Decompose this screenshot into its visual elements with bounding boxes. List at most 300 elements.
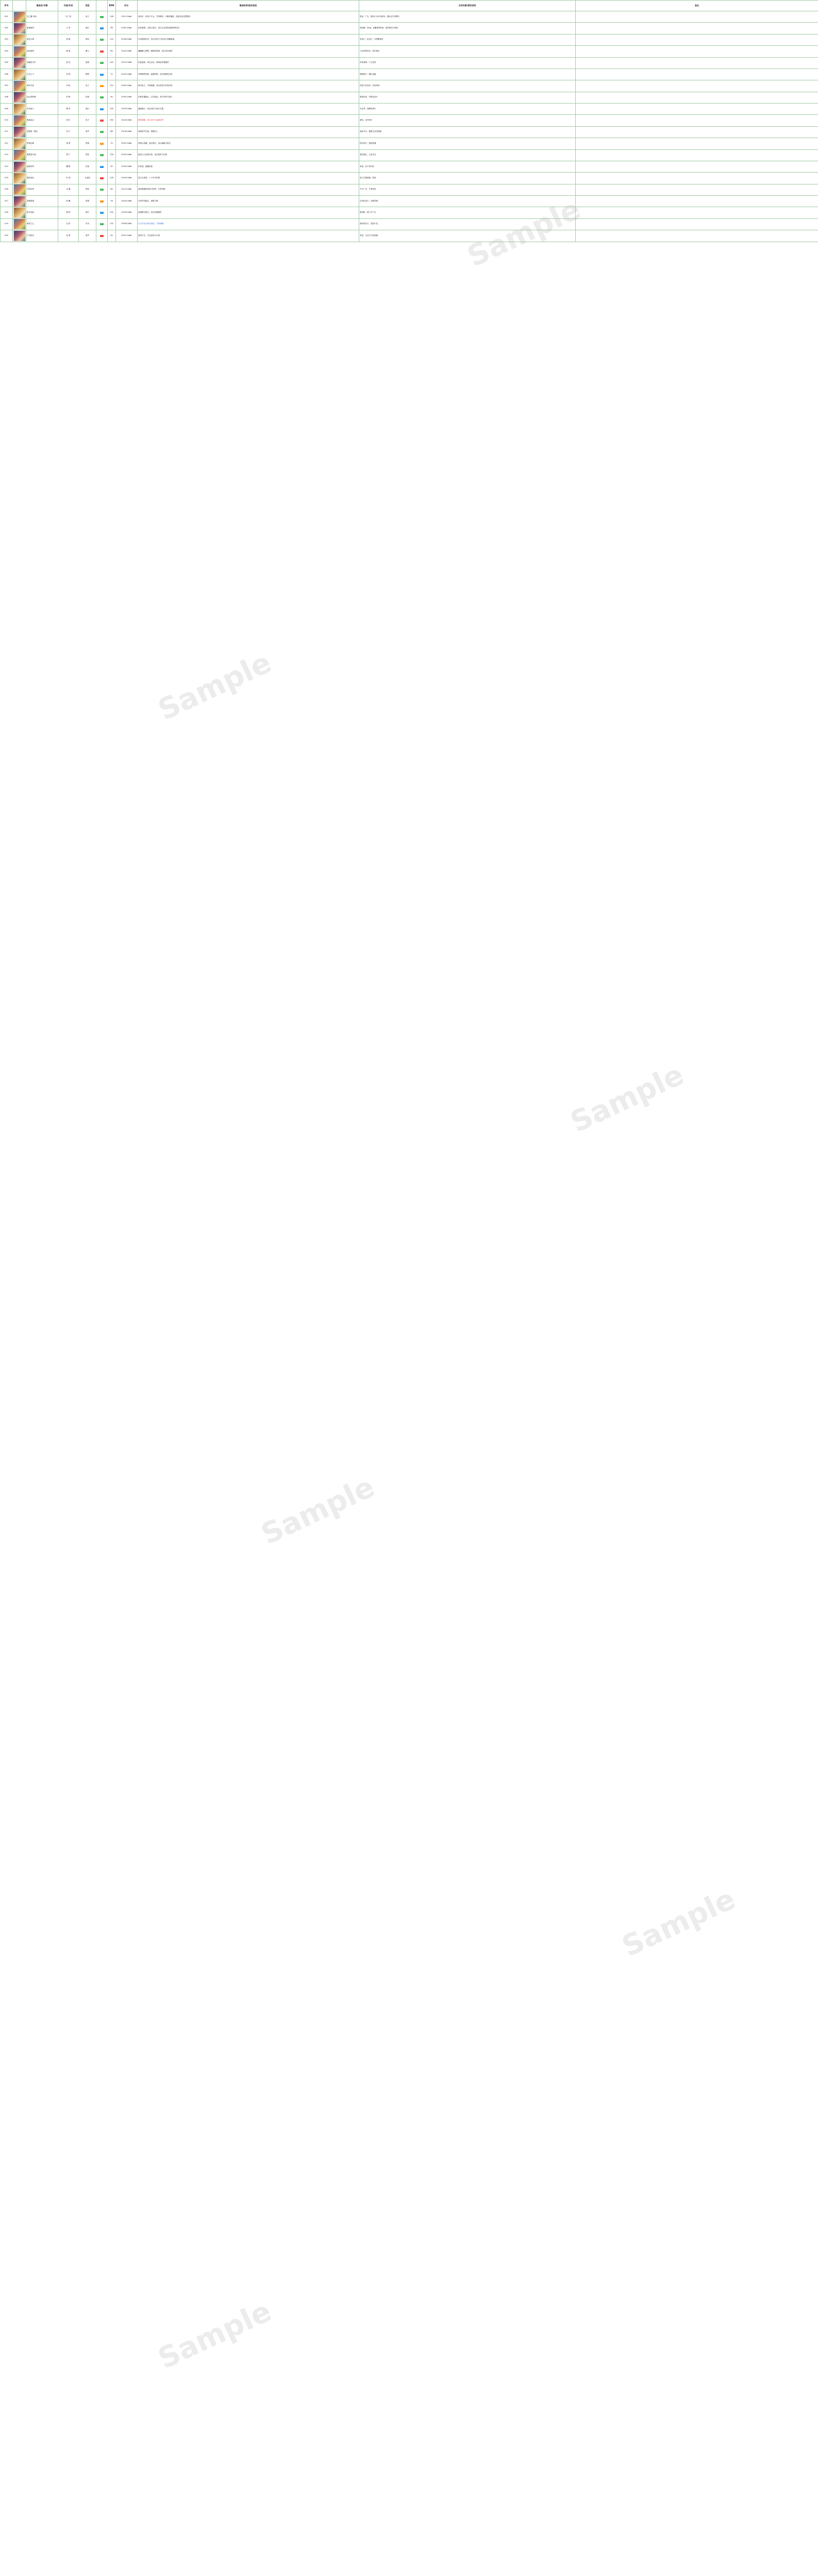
cell-length: 03:12·24bit [116,57,138,69]
cell-usage: 游戏预告片、电影片花 [359,218,576,230]
cell-cover [13,57,26,69]
cell-attr [96,149,108,161]
cell-genre: 合成波 [79,173,96,184]
cell-length: 03:50·24bit [116,92,138,103]
attr-badge: A [101,15,103,18]
cover-thumbnail[interactable] [14,81,25,91]
cell-genre: 流行 [79,207,96,218]
cover-thumbnail[interactable] [14,35,25,45]
cell-length: 02:50·24bit [116,149,138,161]
cell-title: 时光旅人 [26,104,58,115]
cover-thumbnail[interactable] [14,92,25,103]
table-row[interactable] [1,23,818,34]
cell-bpm: 76 [108,196,116,207]
cell-genre: 电子 [79,11,96,23]
cell-desc: 悠闲午后，尤克里里与口哨 [138,230,359,242]
attr-badge: B [101,211,103,214]
attr-badge: A [101,96,103,98]
cell-no: 016 [1,184,13,195]
cell-length: 03:05·24bit [116,80,138,92]
cell-genre: 爵士 [79,46,96,57]
cell-artist: 叶·阎 [58,173,79,184]
cell-usage: 短视频、Vlog、直播背景使用，商用需另行授权 [359,23,576,34]
cell-cover [13,161,26,172]
cell-genre: 原声 [79,230,96,242]
cell-artist: 夏·钟 [58,207,79,218]
cell-no: 009 [1,104,13,115]
cell-bpm: 96 [108,23,116,34]
header-desc: 歌曲说明/版权信息 [138,1,359,11]
cell-title: 森林秘境 [26,196,58,207]
cell-title: 远山的呼唤 [26,92,58,103]
cover-thumbnail[interactable] [14,162,25,172]
cell-length: 02:44·24bit [116,115,138,126]
cell-bpm: 116 [108,149,116,161]
cell-attr [96,196,108,207]
cell-note [576,57,818,69]
table-row[interactable] [1,196,818,207]
watermark-text: Sample [153,2294,277,2376]
cell-note [576,184,818,195]
table-row[interactable] [1,230,818,242]
cell-attr [96,80,108,92]
cover-thumbnail[interactable] [14,150,25,160]
cover-thumbnail[interactable] [14,104,25,114]
cell-length: 03:22·24bit [116,230,138,242]
cell-title: 雨后街角 [26,46,58,57]
cell-genre: 摇滚 [79,57,96,69]
header-attr [96,1,108,11]
cell-desc: 热血摇滚，适合运动、赛事及青春题材 [138,57,359,69]
cover-thumbnail[interactable] [14,196,25,207]
cell-genre: 电子 [79,115,96,126]
cell-bpm: 92 [108,161,116,172]
cell-artist: 杜·戴 [58,196,79,207]
cell-note [576,11,818,23]
cell-note [576,104,818,115]
cell-artist: 余·潘 [58,184,79,195]
cell-desc: 浪漫都市流行，适合爱情题材 [138,207,359,218]
cell-desc: 慵懒爵士钢琴，咖啡馆氛围，适合室内场景 [138,46,359,57]
cell-cover [13,115,26,126]
cell-bpm: 118 [108,173,116,184]
cell-cover [13,92,26,103]
cell-length: 03:40·24bit [116,161,138,172]
cell-no: 007 [1,80,13,92]
cell-usage: 毕业季、品牌故事片 [359,104,576,115]
cell-length: 03:33·24bit [116,104,138,115]
table-row[interactable] [1,92,818,103]
cell-artist: 贾·丁 [58,149,79,161]
cell-genre: 管弦 [79,184,96,195]
cell-note [576,126,818,138]
cover-thumbnail[interactable] [14,231,25,241]
cover-thumbnail[interactable] [14,70,25,80]
attr-badge: A [101,188,103,191]
cell-cover [13,80,26,92]
cell-note [576,69,818,80]
cell-title: 冰雪世界 [26,184,58,195]
table-row[interactable] [1,126,818,138]
cell-title: 勇者之心 [26,218,58,230]
cell-attr [96,104,108,115]
cell-artist: 汪·田 [58,218,79,230]
cell-usage: 节日广告、冬季宣传 [359,184,576,195]
cell-usage: 颁奖典礼、企业年会 [359,149,576,161]
cell-no: 014 [1,161,13,172]
attr-badge: B [101,107,103,110]
attr-badge: A [101,154,103,156]
cell-note [576,80,818,92]
cell-genre: 民族 [79,92,96,103]
attr-badge: C [101,176,103,179]
cell-usage: 宣传片、纪录片，可剪辑使用 [359,34,576,45]
cell-desc: 轻快旋律，吉他与弦乐，适合生活类短视频背景音乐 [138,23,359,34]
cover-thumbnail[interactable] [14,139,25,149]
cell-bpm: 104 [108,207,116,218]
cell-desc: 晶莹剔透的管弦与钟琴，冬季氛围 [138,184,359,195]
table-row[interactable] [1,161,818,172]
cell-desc: 清新原声吉他，积极向上 [138,126,359,138]
table-row[interactable] [1,104,818,115]
cell-length: 04:02·24bit [116,23,138,34]
cell-attr [96,115,108,126]
cell-length: 03:45·24bit [116,46,138,57]
cell-no: 017 [1,196,13,207]
cell-cover [13,23,26,34]
cell-genre: 氛围 [79,138,96,149]
watermark-text: Sample [153,646,277,727]
cell-bpm: 100 [108,104,116,115]
cell-note [576,196,818,207]
table-row[interactable] [1,69,818,80]
cell-no: 010 [1,115,13,126]
cell-bpm: 70 [108,138,116,149]
attr-badge: A [101,223,103,225]
cell-bpm: 84 [108,46,116,57]
table-row[interactable] [1,57,818,69]
watermark-text: Sample [462,192,586,274]
cell-no: 003 [1,34,13,45]
cell-attr [96,138,108,149]
attr-badge: A [101,38,103,41]
cell-cover [13,126,26,138]
cell-title: 城市节拍 [26,80,58,92]
cell-cover [13,11,26,23]
cell-desc: 氛围合成器，迷幻梦幻，适合悬疑与科幻 [138,138,359,149]
cell-genre: 原声 [79,126,96,138]
cell-title: 清晨第一缕光 [26,126,58,138]
header-cover [13,1,26,11]
cell-usage: 晨间节目、健康生活类视频 [359,126,576,138]
cell-artist: 彭·吕 [58,115,79,126]
cell-attr [96,34,108,45]
cell-title: 奔跑吧少年 [26,57,58,69]
cell-cover [13,104,26,115]
cell-no: 020 [1,230,13,242]
table-body [1,11,818,242]
cell-title: 霓虹夜色 [26,173,58,184]
cell-attr [96,218,108,230]
cell-attr [96,161,108,172]
table-row[interactable] [1,218,818,230]
cover-thumbnail[interactable] [14,115,25,126]
cell-genre: 钢琴 [79,69,96,80]
cell-note [576,230,818,242]
watermark-text: Sample [565,1058,689,1140]
cell-title: 都市恋曲 [26,207,58,218]
header-length: 时长 [116,1,138,11]
cover-thumbnail[interactable] [14,127,25,137]
header-row [1,1,818,11]
cell-cover [13,218,26,230]
cell-no: 015 [1,173,13,184]
cell-genre: 流行 [79,104,96,115]
cell-title: 光之翼·序曲 [26,11,58,23]
cell-cover [13,69,26,80]
cover-thumbnail[interactable] [14,23,25,33]
cell-genre: 氛围 [79,196,96,207]
cell-note [576,161,818,172]
attr-badge: B [101,27,103,29]
cell-usage: 旅游宣传、风景纪录片 [359,92,576,103]
table-row[interactable] [1,80,818,92]
cell-attr [96,57,108,69]
cell-length: 04:44·24bit [116,196,138,207]
cell-artist: 张·陈 [58,34,79,45]
cell-artist: 苏·卢 [58,126,79,138]
cell-title: 梦境边缘 [26,138,58,149]
cell-genre: 电子 [79,80,96,92]
cover-thumbnail[interactable] [14,46,25,57]
cell-desc: 紧张刺激，适合动作与追逐场景 [138,115,359,126]
cell-attr [96,46,108,57]
cell-note [576,34,818,45]
cell-artist: 许·韩 [58,92,79,103]
cell-genre: 管弦 [79,149,96,161]
cell-bpm: 94 [108,230,116,242]
cell-note [576,207,818,218]
cell-usage: 体育赛事、广告宣传 [359,57,576,69]
attr-badge: D [101,84,103,87]
cell-no: 011 [1,126,13,138]
cell-usage: 情感短片、婚礼视频 [359,69,576,80]
cell-title: 温柔的风 [26,161,58,172]
cell-genre: 流行 [79,23,96,34]
attr-badge: C [101,234,103,236]
cell-cover [13,230,26,242]
cell-cover [13,46,26,57]
cell-title: 夏夜晚风 [26,23,58,34]
attr-badge: C [101,119,103,122]
table-row[interactable] [1,207,818,218]
cell-no: 001 [1,11,13,23]
cell-length: 03:36·24bit [116,207,138,218]
attr-badge: B [101,165,103,167]
cell-attr [96,92,108,103]
cell-artist: 王·李 [58,23,79,34]
cell-artist: 木下·田 [58,11,79,23]
attr-badge: A [101,61,103,64]
cover-thumbnail[interactable] [14,219,25,229]
table-row[interactable] [1,46,818,57]
cell-length: 03:26·24bit [116,173,138,184]
table-row[interactable] [1,149,818,161]
cell-bpm: 88 [108,126,116,138]
cell-no: 013 [1,149,13,161]
cell-note [576,115,818,126]
cell-title: 午后阳光 [26,230,58,242]
cell-desc: 都市电子，节奏感强，适合科技与时尚内容 [138,80,359,92]
cell-usage: 影视、广告、游戏片头均可使用，需标注作者署名 [359,11,576,23]
cell-bpm: 128 [108,11,116,23]
cell-bpm: 150 [108,115,116,126]
cell-usage: 家庭、亲子类内容 [359,161,576,172]
attr-badge: A [101,130,103,133]
cell-no: 012 [1,138,13,149]
cell-attr [96,11,108,23]
cell-cover [13,184,26,195]
cell-no: 004 [1,46,13,57]
cell-bpm: 140 [108,57,116,69]
cell-cover [13,138,26,149]
cell-cover [13,149,26,161]
table-row[interactable] [1,173,818,184]
cell-artist: 林·周 [58,46,79,57]
cell-length: 02:58·24bit [116,34,138,45]
cell-artist: 任·姜 [58,230,79,242]
cell-desc: 温暖流行，适合回忆与成长主题 [138,104,359,115]
cell-note [576,92,818,103]
attr-badge: B [101,73,103,75]
header-bpm: BPM [108,1,116,11]
table-row[interactable] [1,115,818,126]
cell-no: 019 [1,218,13,230]
cell-note [576,218,818,230]
attr-badge: D [101,199,103,202]
cell-genre: 史诗 [79,218,96,230]
cell-no: 005 [1,57,13,69]
cell-usage: 复古主题视频、游戏 [359,173,576,184]
header-no: 序号 [1,1,13,11]
cell-no: 018 [1,207,13,218]
cell-cover [13,196,26,207]
cell-artist: 曹·邓 [58,104,79,115]
cell-usage: 门店背景音乐、短片配乐 [359,46,576,57]
cell-desc: 振奋人心的进行曲，适合颁奖与庆典 [138,149,359,161]
cell-bpm: 132 [108,218,116,230]
cell-attr [96,126,108,138]
cell-desc: 宏大史诗合唱与鼓组，气势磅礴 [138,218,359,230]
cell-usage: 游戏、动作短片 [359,115,576,126]
cell-length: 03:18·24bit [116,126,138,138]
cell-usage: 美食、生活方式类视频 [359,230,576,242]
cell-cover [13,34,26,45]
cell-desc: 自然声效融合，神秘宁静 [138,196,359,207]
cell-artist: 冯·何 [58,80,79,92]
cell-desc: 纯音乐 · 适用于片头，节奏明快，可循环播放，原创作品完整授权 [138,11,359,23]
cell-desc: 抒情钢琴独奏，温柔舒缓，适合情感类内容 [138,69,359,80]
cell-cover [13,173,26,184]
cell-note [576,23,818,34]
cell-no: 002 [1,23,13,34]
header-title: 歌曲名/专辑 [26,1,58,11]
cell-note [576,46,818,57]
cell-artist: 赵·吴 [58,57,79,69]
cell-title: 极速追击 [26,115,58,126]
cell-length: 05:02·24bit [116,138,138,149]
cover-thumbnail[interactable] [14,12,25,22]
cell-note [576,173,818,184]
song-table [0,0,818,242]
header-usage: 应用场景/授权说明 [359,1,576,11]
cell-bpm: 72 [108,69,116,80]
cell-bpm: 80 [108,184,116,195]
table-row[interactable] [1,184,818,195]
cell-bpm: 124 [108,80,116,92]
cell-genre: 民谣 [79,161,96,172]
table-row[interactable] [1,11,818,23]
cell-artist: 蒋·蔡 [58,138,79,149]
watermark-text: Sample [617,1882,741,1964]
cell-artist: 魏·薛 [58,161,79,172]
cell-usage: 科幻短片、展览装置 [359,138,576,149]
cell-no: 006 [1,69,13,80]
cell-desc: 轻民谣，温馨治愈 [138,161,359,172]
cell-note [576,149,818,161]
cell-title: 星辰大海 [26,34,58,45]
attr-badge: D [101,142,103,144]
cell-attr [96,207,108,218]
cell-usage: 科技产品发布、时尚秀场 [359,80,576,92]
cell-desc: 史诗感管弦乐，适合宣传片与纪录片高潮段落 [138,34,359,45]
table-row[interactable] [1,34,818,45]
cell-attr [96,23,108,34]
cell-bpm: 90 [108,92,116,103]
cell-bpm: 110 [108,34,116,45]
cell-attr [96,69,108,80]
cell-artist: 孙·郑 [58,69,79,80]
header-note: 备注 [576,1,818,11]
header-artist: 作曲/作词 [58,1,79,11]
cell-desc: 民族乐器融合，空灵悠远，适合风景与旅行 [138,92,359,103]
cell-title: 胜利进行曲 [26,149,58,161]
cell-attr [96,230,108,242]
cell-genre: 管弦 [79,34,96,45]
cover-thumbnail[interactable] [14,208,25,218]
cell-attr [96,184,108,195]
cover-thumbnail[interactable] [14,173,25,183]
cell-note [576,138,818,149]
header-genre: 类型 [79,1,96,11]
cell-usage: 自然纪录片、冥想音频 [359,196,576,207]
watermark-text: Sample [256,1470,380,1552]
cell-no: 008 [1,92,13,103]
cell-length: 03:21·24bit [116,11,138,23]
attr-badge: C [101,49,103,52]
cover-thumbnail[interactable] [14,58,25,68]
cell-attr [96,173,108,184]
cover-thumbnail[interactable] [14,184,25,195]
cell-desc: 复古合成波，八十年代风格 [138,173,359,184]
table-row[interactable] [1,138,818,149]
cell-usage: 微电影、情人节广告 [359,207,576,218]
cell-length: 04:30·24bit [116,69,138,80]
cell-length: 03:08·24bit [116,218,138,230]
cell-cover [13,207,26,218]
cell-length: 04:12·24bit [116,184,138,195]
cell-title: 月光之下 [26,69,58,80]
